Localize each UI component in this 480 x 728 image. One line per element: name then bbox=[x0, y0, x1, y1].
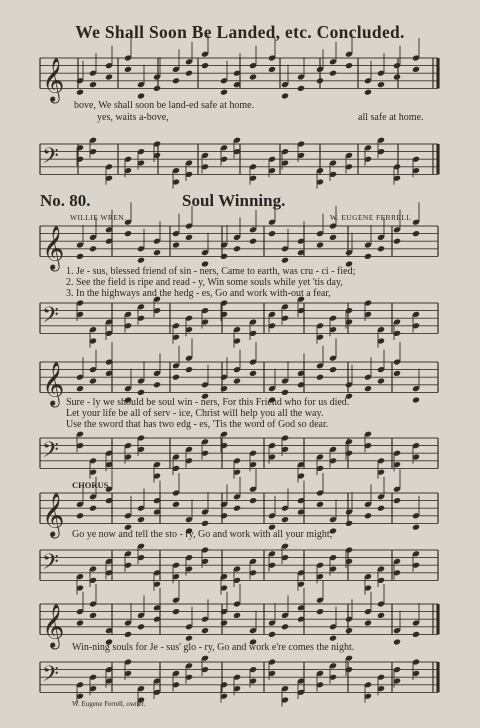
note-head bbox=[172, 77, 180, 84]
note-head bbox=[185, 635, 193, 642]
continued-song-title: We Shall Soon Be Landed, etc. Concluded. bbox=[75, 22, 405, 42]
note-head bbox=[89, 245, 97, 252]
note-head bbox=[153, 381, 161, 388]
note-head bbox=[345, 62, 353, 69]
note-head bbox=[393, 638, 401, 645]
note-head bbox=[124, 230, 132, 237]
composer: W. EUGENE FERRELL bbox=[330, 213, 412, 222]
note-head bbox=[364, 512, 372, 519]
note-head bbox=[281, 389, 289, 396]
bass-clef: 𝄢 bbox=[42, 549, 59, 580]
chorus-lyric-line-2: Win-ning souls for Je - sus' glo - ry, Go and work e're comes the night. bbox=[72, 642, 355, 653]
top-lyric-line-2b: all safe at home. bbox=[358, 112, 424, 123]
note-head bbox=[281, 516, 289, 523]
note-head bbox=[316, 608, 324, 615]
note-head bbox=[412, 396, 420, 403]
verse-row2-line-1: Sure - ly we should be soul win - ners, For this Friend who for us died. bbox=[66, 397, 350, 408]
note-head bbox=[377, 612, 385, 619]
note-head bbox=[316, 241, 324, 248]
note-head bbox=[297, 85, 305, 92]
note-head bbox=[412, 631, 420, 638]
note-head bbox=[233, 612, 241, 619]
treble-clef: 𝄞 bbox=[42, 225, 65, 270]
verse-row2-line-3: Use the sword that has two edg - es, 'Tis the word of God so dear. bbox=[66, 419, 329, 430]
bass-clef: 𝄢 bbox=[42, 302, 59, 333]
note-head bbox=[201, 62, 209, 69]
note-head bbox=[124, 631, 132, 638]
note-head bbox=[137, 623, 145, 630]
note-head bbox=[89, 612, 97, 619]
verse-row2-line-2: Let your life be all of serv - ice, Christ will help you all the way. bbox=[66, 408, 324, 419]
note-head bbox=[76, 619, 84, 626]
note-head bbox=[233, 377, 241, 384]
note-head bbox=[316, 501, 324, 508]
note-head bbox=[364, 619, 372, 626]
note-head bbox=[220, 619, 228, 626]
note-head bbox=[220, 89, 228, 96]
note-head bbox=[329, 70, 337, 77]
note-head bbox=[76, 385, 84, 392]
note-head bbox=[201, 520, 209, 527]
note-head bbox=[220, 253, 228, 260]
note-head bbox=[233, 245, 241, 252]
bass-clef: 𝄢 bbox=[42, 661, 59, 692]
note-head bbox=[137, 257, 145, 264]
note-head bbox=[172, 241, 180, 248]
chorus-label: CHORUS. bbox=[72, 480, 111, 490]
note-head bbox=[137, 92, 145, 99]
note-head bbox=[220, 385, 228, 392]
note-head bbox=[185, 366, 193, 373]
treble-clef: 𝄞 bbox=[42, 57, 65, 102]
note-head bbox=[172, 374, 180, 381]
note-head bbox=[249, 73, 257, 80]
note-head bbox=[329, 366, 337, 373]
note-head bbox=[393, 370, 401, 377]
note-head bbox=[153, 249, 161, 256]
top-lyric-line-1: bove, We shall soon be land-ed safe at home. bbox=[74, 100, 255, 111]
note-head bbox=[172, 501, 180, 508]
note-head bbox=[89, 377, 97, 384]
bass-clef: 𝄢 bbox=[42, 143, 59, 174]
note-head bbox=[268, 230, 276, 237]
note-head bbox=[345, 520, 353, 527]
note-head bbox=[393, 238, 401, 245]
note-head bbox=[76, 512, 84, 519]
note-head bbox=[172, 608, 180, 615]
note-head bbox=[316, 374, 324, 381]
copyright-owner: W. Eugene Ferrell, owner. bbox=[72, 700, 146, 708]
note-head bbox=[249, 497, 257, 504]
lyricist: WILLIE WREN. bbox=[70, 213, 127, 222]
treble-clef: 𝄞 bbox=[42, 361, 65, 406]
note-head bbox=[345, 627, 353, 634]
note-head bbox=[137, 389, 145, 396]
hymn-number: No. 80. bbox=[40, 191, 91, 210]
note-head bbox=[364, 253, 372, 260]
verse-row1-line-2: 2. See the field is ripe and read - y, Win some souls while yet 'tis day, bbox=[66, 277, 343, 288]
note-head bbox=[377, 81, 385, 88]
note-head bbox=[412, 230, 420, 237]
note-head bbox=[76, 89, 84, 96]
note-head bbox=[412, 524, 420, 531]
bass-clef: 𝄢 bbox=[42, 437, 59, 468]
note-head bbox=[185, 70, 193, 77]
note-head bbox=[249, 238, 257, 245]
note-head bbox=[377, 505, 385, 512]
note-head bbox=[89, 505, 97, 512]
chorus-lyric-line-1: Go ye now and tell the sto - ry, Go and work with all your might; bbox=[72, 529, 333, 540]
note-head bbox=[364, 89, 372, 96]
note-head bbox=[316, 77, 324, 84]
note-head bbox=[233, 505, 241, 512]
top-lyric-line-2a: yes, waits a-bove, bbox=[97, 112, 169, 123]
note-head bbox=[76, 253, 84, 260]
note-head bbox=[281, 92, 289, 99]
note-head bbox=[329, 234, 337, 241]
note-head bbox=[153, 85, 161, 92]
note-head bbox=[268, 66, 276, 73]
note-head bbox=[393, 73, 401, 80]
verse-row1-line-3: 3. In the highways and the hedg - es, Go and work with-out a fear, bbox=[66, 288, 331, 299]
treble-clef: 𝄞 bbox=[42, 603, 65, 648]
note-head bbox=[412, 66, 420, 73]
note-head bbox=[201, 627, 209, 634]
note-head bbox=[281, 257, 289, 264]
note-head bbox=[281, 623, 289, 630]
note-head bbox=[185, 234, 193, 241]
note-head bbox=[89, 81, 97, 88]
note-head bbox=[105, 73, 113, 80]
verse-row1-line-1: 1. Je - sus, blessed friend of sin - ners, Came to earth, was cru - ci - fied; bbox=[66, 266, 356, 277]
hymn-title: Soul Winning. bbox=[182, 191, 286, 210]
note-head bbox=[377, 245, 385, 252]
note-head bbox=[124, 66, 132, 73]
note-head bbox=[249, 370, 257, 377]
note-head bbox=[364, 385, 372, 392]
note-head bbox=[268, 631, 276, 638]
note-head bbox=[220, 512, 228, 519]
note-head bbox=[329, 635, 337, 642]
treble-clef: 𝄞 bbox=[42, 492, 65, 537]
note-head bbox=[137, 516, 145, 523]
note-head bbox=[377, 377, 385, 384]
note-head bbox=[393, 497, 401, 504]
